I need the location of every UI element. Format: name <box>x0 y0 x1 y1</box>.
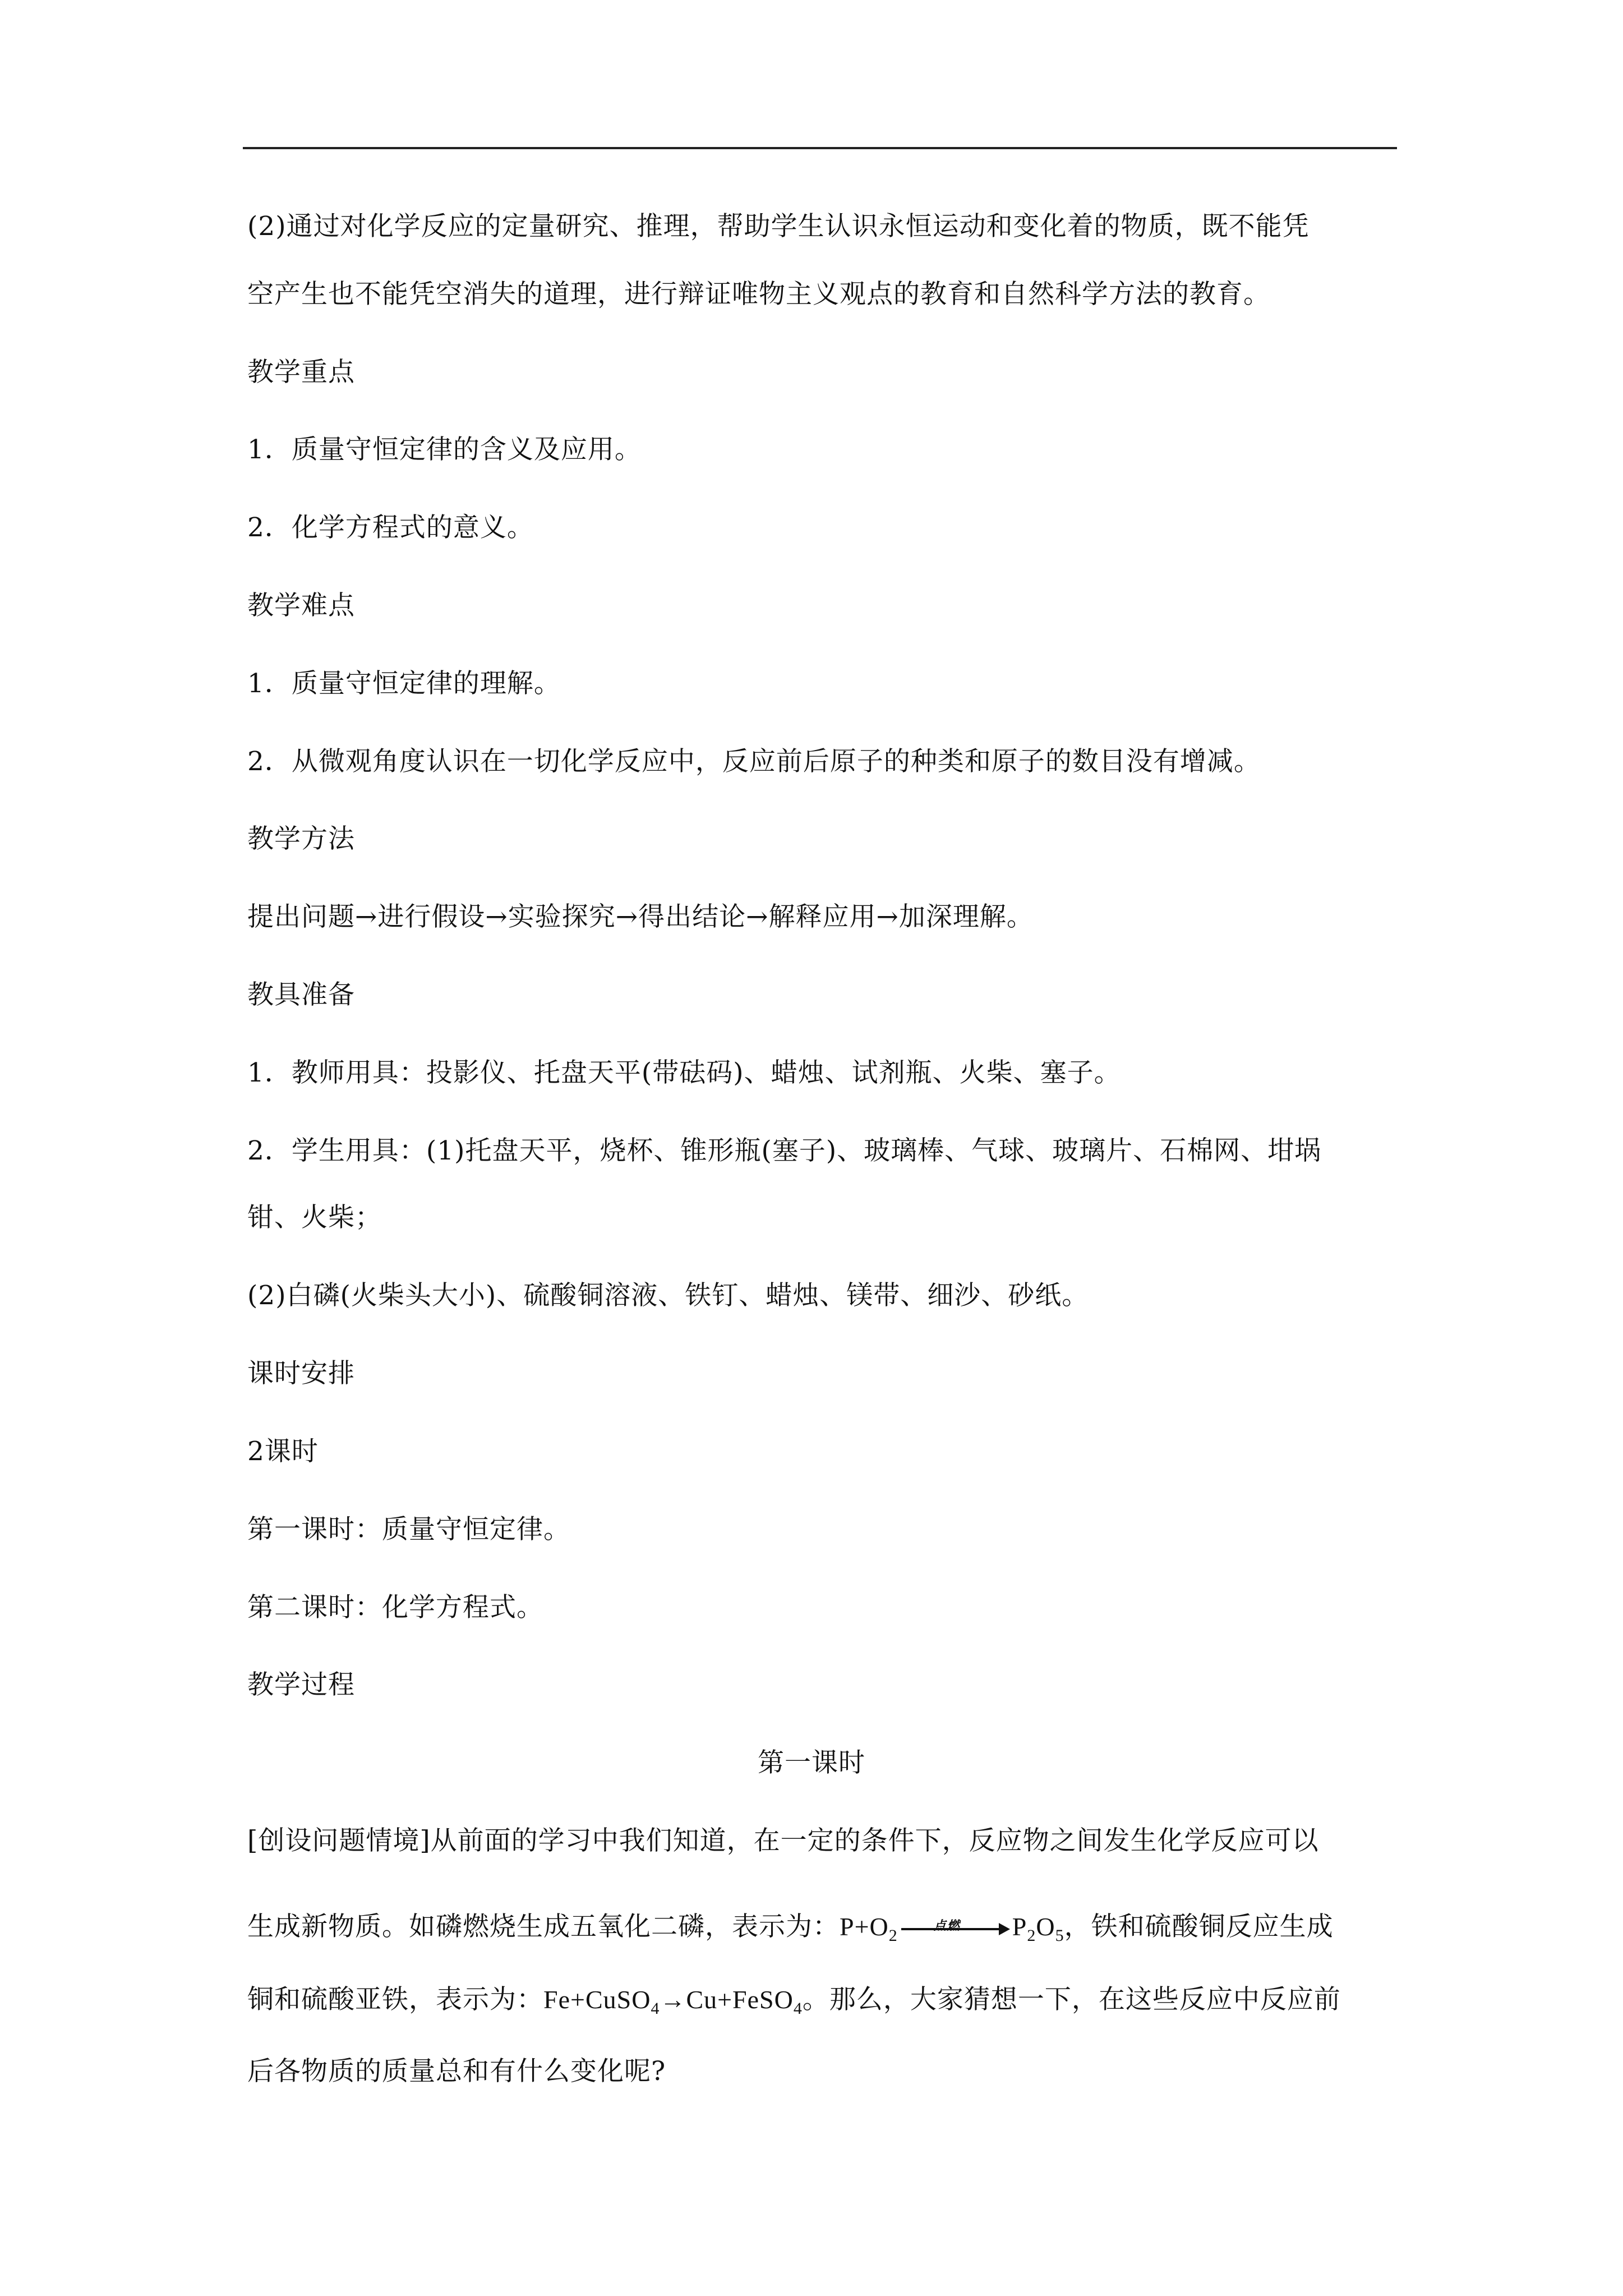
lesson-2-topic: 第二课时：化学方程式。 <box>247 1592 543 1623</box>
heading-teaching-focus: 教学重点 <box>247 357 355 388</box>
method-text: 提出问题→进行假设→实验探究→得出结论→解释应用→加深理解。 <box>247 901 1034 932</box>
difficulty-item-2: 2．从微观角度认识在一切化学反应中，反应前后原子的种类和原子的数目没有增减。 <box>247 746 1261 777</box>
eq1-product-p: P <box>1012 1912 1027 1941</box>
paragraph-objective-2: (2)通过对化学反应的定量研究、推理，帮助学生认识永恒运动和变化着的物质，既不能凭 <box>247 211 1310 242</box>
lesson-1-topic: 第一课时：质量守恒定律。 <box>247 1514 570 1545</box>
intro-line-4: 后各物质的质量总和有什么变化呢? <box>247 2056 666 2087</box>
heading-teaching-process: 教学过程 <box>247 1669 355 1700</box>
intro-line-1: [创设问题情境]从前面的学习中我们知道，在一定的条件下，反应物之间发生化学反应可以 <box>247 1825 1319 1856</box>
eq1-reactants: P+O <box>840 1912 889 1941</box>
heading-teaching-method: 教学方法 <box>247 823 355 854</box>
aids-item-2-part2: (2)白磷(火柴头大小)、硫酸铜溶液、铁钉、蜡烛、镁带、细沙、砂纸。 <box>247 1280 1089 1311</box>
ignition-condition: 点燃 <box>933 1918 961 1933</box>
eq1-product-o-subscript: 5 <box>1055 1926 1064 1945</box>
aids-item-2-cont: 钳、火柴； <box>247 1202 382 1233</box>
aids-item-2: 2．学生用具：(1)托盘天平，烧杯、锥形瓶(塞子)、玻璃棒、气球、玻璃片、石棉网、坩埚 <box>247 1135 1322 1166</box>
focus-item-1: 1．质量守恒定律的含义及应用。 <box>247 434 642 465</box>
paragraph-objective-2-cont: 空产生也不能凭空消失的道理，进行辩证唯物主义观点的教育和自然科学方法的教育。 <box>247 279 1270 310</box>
eq1-reactants-subscript: 2 <box>888 1926 898 1945</box>
lesson-count: 2课时 <box>247 1436 319 1467</box>
section-title: 第一课时 <box>758 1747 865 1778</box>
aids-item-1: 1．教师用具：投影仪、托盘天平(带砝码)、蜡烛、试剂瓶、火柴、塞子。 <box>247 1057 1121 1088</box>
eq2-products: →Cu+FeSO <box>660 1985 794 2014</box>
intro-line-3 <box>247 1983 1341 2017</box>
eq1-product-o: O <box>1036 1912 1055 1941</box>
intro-line-3-text: 铜和硫酸亚铁，表示为： <box>247 1984 543 2015</box>
intro-line-2-after: ，铁和硫酸铜反应生成 <box>1064 1911 1334 1942</box>
intro-line-3-after: 。那么，大家猜想一下，在这些反应中反应前 <box>802 1984 1341 2015</box>
heading-lesson-arrangement: 课时安排 <box>247 1358 355 1389</box>
focus-item-2: 2．化学方程式的意义。 <box>247 512 534 543</box>
difficulty-item-1: 1．质量守恒定律的理解。 <box>247 668 561 699</box>
intro-line-2 <box>247 1910 1334 1946</box>
heading-teaching-aids: 教具准备 <box>247 979 355 1010</box>
header-rule <box>243 147 1397 149</box>
equation-phosphorus <box>840 1912 1064 1945</box>
equation-iron-copper-sulfate <box>543 1985 803 2018</box>
eq2-reactants: Fe+CuSO <box>543 1985 651 2014</box>
eq1-product-p-subscript: 2 <box>1027 1926 1036 1945</box>
heading-teaching-difficulty: 教学难点 <box>247 590 355 621</box>
eq2-reactants-subscript: 4 <box>651 1999 660 2018</box>
arrow-head <box>999 1923 1010 1935</box>
reaction-arrow <box>899 1912 1011 1946</box>
intro-line-2-text: 生成新物质。如磷燃烧生成五氧化二磷，表示为： <box>247 1911 840 1942</box>
eq2-products-subscript: 4 <box>793 1999 803 2018</box>
arrow-shaft <box>901 1928 1006 1930</box>
